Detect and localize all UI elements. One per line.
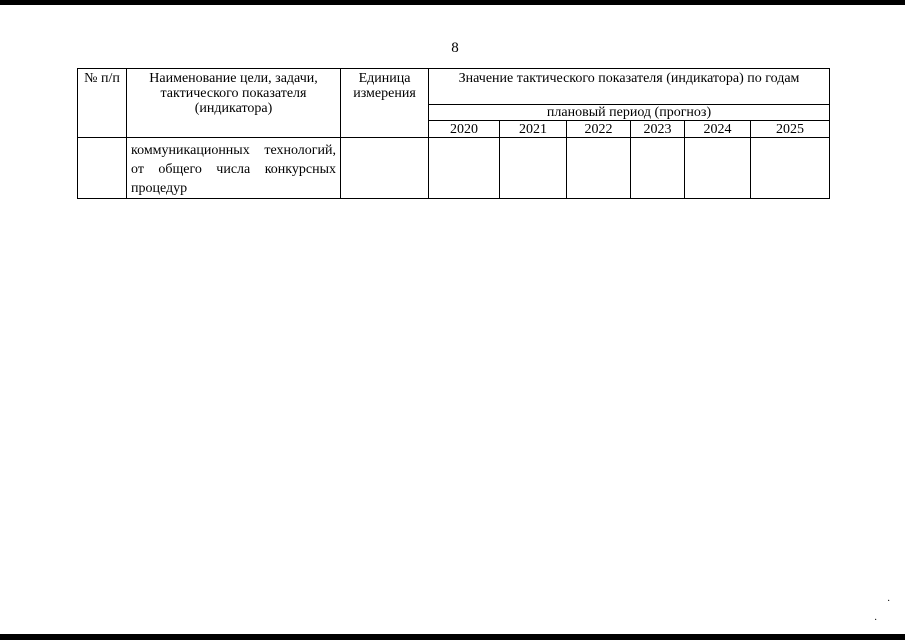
header-year-2024: 2024 <box>685 121 751 138</box>
indicator-table <box>77 68 830 199</box>
scan-speck: · <box>887 596 891 607</box>
continued-indicator-name: коммуникационных технологий, от общего числа конкурсных процедур <box>127 138 341 199</box>
header-period: плановый период (прогноз) <box>429 105 830 121</box>
cont-year-cell <box>751 138 830 199</box>
scan-top-edge <box>0 0 905 5</box>
header-num: № п/п <box>78 69 127 138</box>
cont-unit-cell <box>341 138 429 199</box>
scan-bottom-edge <box>0 634 905 640</box>
header-year-2025: 2025 <box>751 121 830 138</box>
header-year-2020: 2020 <box>429 121 500 138</box>
header-year-2023: 2023 <box>631 121 685 138</box>
header-value-group: Значение тактического показателя (индикатора) по годам <box>429 69 830 105</box>
cont-num-cell <box>78 138 127 199</box>
cont-year-cell <box>429 138 500 199</box>
cont-year-cell <box>567 138 631 199</box>
page-number: 8 <box>451 40 459 56</box>
cont-year-cell <box>500 138 567 199</box>
cont-year-cell <box>631 138 685 199</box>
header-unit: Единица измерения <box>341 69 429 138</box>
cont-year-cell <box>685 138 751 199</box>
header-year-2022: 2022 <box>567 121 631 138</box>
scan-speck: · <box>874 615 878 626</box>
header-year-2021: 2021 <box>500 121 567 138</box>
header-name: Наименование цели, задачи, тактического показателя (индикатора) <box>127 69 341 138</box>
